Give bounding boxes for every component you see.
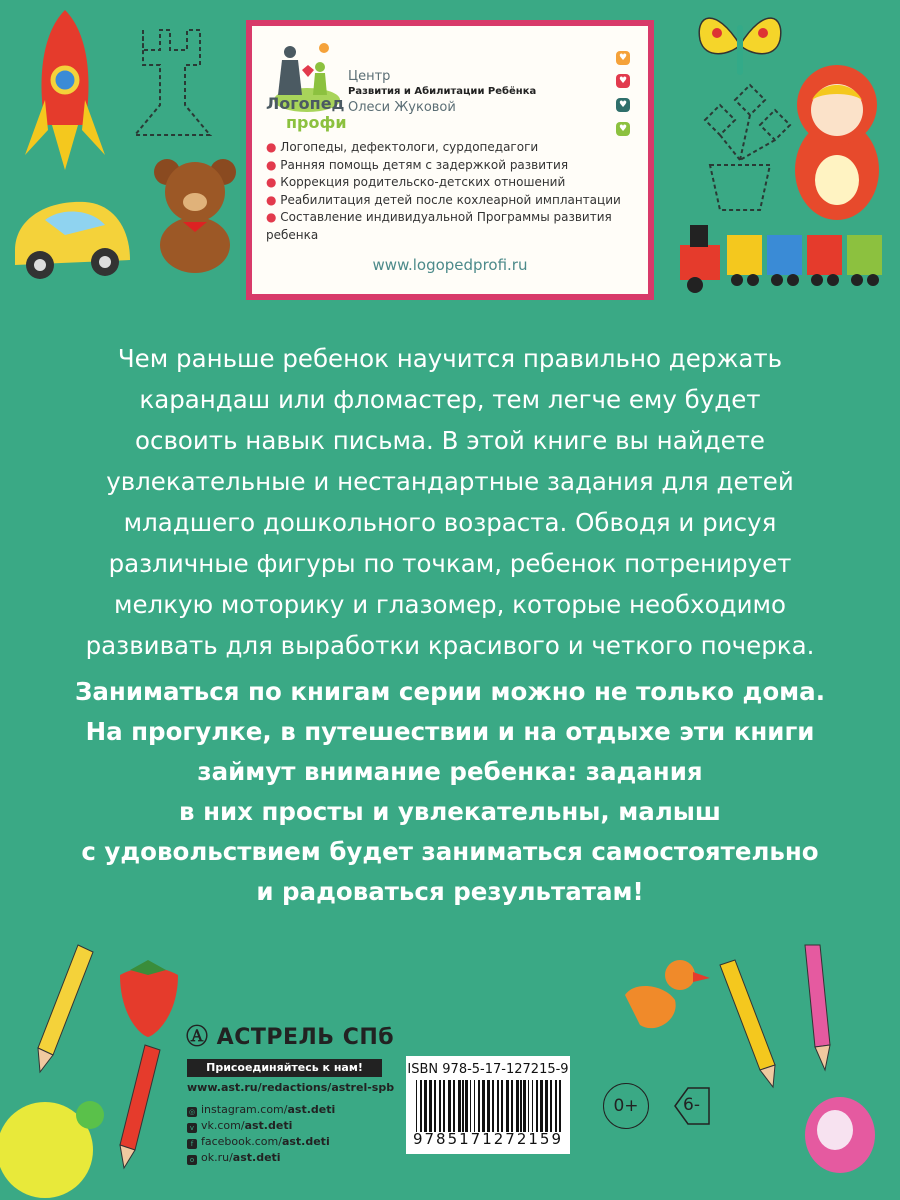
barcode-bar bbox=[478, 1080, 480, 1132]
barcode-bar bbox=[511, 1080, 513, 1132]
publisher-name: АСТРЕЛЬ СПб bbox=[216, 1025, 395, 1050]
barcode-bar bbox=[523, 1080, 526, 1132]
train-illustration bbox=[675, 220, 895, 300]
join-us-banner: Присоединяйтесь к нам! bbox=[187, 1059, 382, 1077]
barcode-bar bbox=[492, 1080, 494, 1132]
barcode-bar bbox=[462, 1080, 464, 1132]
description-line: увлекательные и нестандартные задания для детей bbox=[106, 467, 794, 496]
service-item: ● Коррекция родительско-детских отношений bbox=[266, 175, 566, 189]
center-name: Олеси Жуковой bbox=[348, 100, 456, 115]
social-prefix: vk.com/ bbox=[201, 1119, 245, 1132]
description-line: мелкую моторику и глазомер, которые необходимо bbox=[114, 590, 786, 619]
barcode-bar bbox=[429, 1080, 432, 1132]
description-line: различные фигуры по точкам, ребенок потренирует bbox=[108, 549, 792, 578]
highlight-line: Заниматься по книгам серии можно не только дома. bbox=[74, 677, 826, 706]
barcode-bar bbox=[532, 1080, 533, 1132]
social-link-instagram[interactable] bbox=[187, 1103, 335, 1117]
barcode-bar bbox=[555, 1080, 557, 1132]
barcode-bar bbox=[439, 1080, 441, 1132]
barcode-bar bbox=[497, 1080, 499, 1132]
red-pencil-illustration bbox=[110, 1040, 170, 1170]
description-line: карандаш или фломастер, тем легче ему будет bbox=[139, 385, 761, 414]
vk-icon: v bbox=[187, 1123, 197, 1133]
car-illustration bbox=[5, 190, 135, 285]
dotted-tower-tracing bbox=[125, 25, 225, 145]
isbn-label: ISBN 978-5-17-127215-9 bbox=[407, 1062, 569, 1077]
barcode-bar bbox=[506, 1080, 509, 1132]
barcode-bar bbox=[420, 1080, 422, 1132]
logoped-profi-ad-card bbox=[246, 20, 654, 300]
barcode-bar bbox=[536, 1080, 538, 1132]
barcode-bar bbox=[540, 1080, 543, 1132]
highlight-line: На прогулке, в путешествии и на отдыхе эти книги bbox=[85, 717, 815, 746]
barcode-bar bbox=[520, 1080, 522, 1132]
heart-icon: ♥ bbox=[616, 51, 630, 65]
barcode-bar bbox=[501, 1080, 503, 1132]
center-subtitle: Развития и Абилитации Ребёнка bbox=[348, 86, 537, 97]
matryoshka-illustration bbox=[792, 60, 882, 220]
social-prefix: ok.ru/ bbox=[201, 1151, 233, 1164]
service-item: ● Ранняя помощь детям с задержкой развития bbox=[266, 157, 569, 172]
service-item: ● Логопеды, дефектологи, сурдопедагоги bbox=[266, 140, 539, 154]
barcode-icon bbox=[416, 1080, 562, 1132]
publisher-site-link[interactable]: www.ast.ru/redactions/astrel-spb bbox=[187, 1081, 395, 1094]
description-line: Чем раньше ребенок научится правильно держать bbox=[117, 344, 783, 373]
barcode-bar bbox=[458, 1080, 461, 1132]
isbn-barcode-block bbox=[406, 1056, 570, 1154]
facebook-icon: f bbox=[187, 1139, 197, 1149]
social-link-vk[interactable] bbox=[187, 1119, 292, 1133]
barcode-bar bbox=[453, 1080, 455, 1132]
publisher-a-icon: Ⓐ bbox=[186, 1025, 217, 1050]
rocket-illustration bbox=[20, 5, 110, 175]
barcode-bar bbox=[474, 1080, 475, 1132]
social-link-ok[interactable] bbox=[187, 1151, 281, 1165]
teddy-bear-illustration bbox=[145, 150, 245, 275]
services-list bbox=[266, 139, 626, 244]
service-text: Коррекция родительско-детских отношений bbox=[280, 175, 566, 189]
barcode-bar bbox=[448, 1080, 451, 1132]
description-line: младшего дошкольного возраста. Обводя и рисуя bbox=[123, 508, 777, 537]
description-line: освоить навык письма. В этой книге вы найдете bbox=[134, 426, 765, 455]
barcode-bar bbox=[559, 1080, 561, 1132]
social-handle: ast.deti bbox=[232, 1151, 281, 1164]
social-handle: ast.deti bbox=[281, 1135, 330, 1148]
heart-icon: ♥ bbox=[616, 122, 630, 136]
balloon-illustration bbox=[795, 1090, 885, 1200]
service-item: ● Реабилитация детей после кохлеарной имплантации bbox=[266, 192, 621, 207]
barcode-number: 9785171272159 bbox=[412, 1130, 564, 1148]
social-prefix: instagram.com/ bbox=[201, 1103, 288, 1116]
logo-text-profi: профи bbox=[286, 113, 347, 132]
barcode-bar bbox=[482, 1080, 485, 1132]
website-link[interactable]: www.logopedprofi.ru bbox=[372, 256, 528, 274]
heart-icon: ♥ bbox=[616, 98, 630, 112]
barcode-bar bbox=[487, 1080, 490, 1132]
barcode-bar bbox=[424, 1080, 427, 1132]
age-rating-0plus: 0+ bbox=[603, 1083, 649, 1129]
bird-illustration bbox=[615, 950, 715, 1040]
barcode-bar bbox=[465, 1080, 468, 1132]
service-text: Составление индивидуальной Программы развития ребенка bbox=[266, 210, 612, 242]
barcode-bar bbox=[528, 1080, 529, 1132]
social-handle: ast.deti bbox=[244, 1119, 293, 1132]
highlight-line: с удовольствием будет заниматься самостоятельно bbox=[81, 837, 819, 866]
social-prefix: facebook.com/ bbox=[201, 1135, 282, 1148]
barcode-bar bbox=[545, 1080, 548, 1132]
barcode-bar bbox=[516, 1080, 519, 1132]
highlight-line: и радоваться результатам! bbox=[256, 877, 644, 906]
barcode-bar bbox=[470, 1080, 471, 1132]
heart-icon: ♥ bbox=[616, 74, 630, 88]
highlight-paragraph bbox=[0, 672, 900, 912]
service-item: ● Составление индивидуальной Программы развития ребенка bbox=[266, 210, 612, 242]
social-handle: ast.deti bbox=[287, 1103, 336, 1116]
pink-pencil-illustration bbox=[795, 940, 855, 1080]
service-text: Ранняя помощь детям с задержкой развития bbox=[280, 157, 569, 172]
description-paragraph bbox=[0, 338, 900, 666]
age-rating-text: 6- bbox=[683, 1095, 700, 1115]
publisher-logo bbox=[186, 1020, 394, 1051]
orange-pencil-illustration bbox=[710, 955, 790, 1095]
butterfly-illustration bbox=[695, 5, 785, 85]
service-text: Логопеды, дефектологи, сурдопедагоги bbox=[280, 140, 539, 154]
dotted-flower-tracing bbox=[685, 80, 795, 220]
strawberry-illustration bbox=[110, 955, 185, 1040]
highlight-line: в них просты и увлекательны, малыш bbox=[179, 797, 721, 826]
service-text: Реабилитация детей после кохлеарной имплантации bbox=[280, 192, 621, 207]
barcode-bar bbox=[416, 1080, 417, 1132]
age-rating-6minus bbox=[665, 1083, 711, 1129]
ok-icon: o bbox=[187, 1155, 197, 1165]
logo-text-logoped: Логопед bbox=[266, 94, 345, 113]
social-link-facebook[interactable] bbox=[187, 1135, 330, 1149]
turtle-illustration bbox=[0, 1080, 110, 1200]
center-label: Центр bbox=[348, 69, 391, 84]
barcode-bar bbox=[550, 1080, 552, 1132]
barcode-bar bbox=[434, 1080, 436, 1132]
highlight-line: займут внимание ребенка: задания bbox=[197, 757, 703, 786]
description-line: развивать для выработки красивого и четкого почерка. bbox=[85, 631, 815, 660]
yellow-pencil-illustration bbox=[28, 940, 98, 1080]
instagram-icon: ◎ bbox=[188, 1108, 196, 1116]
barcode-bar bbox=[443, 1080, 445, 1132]
